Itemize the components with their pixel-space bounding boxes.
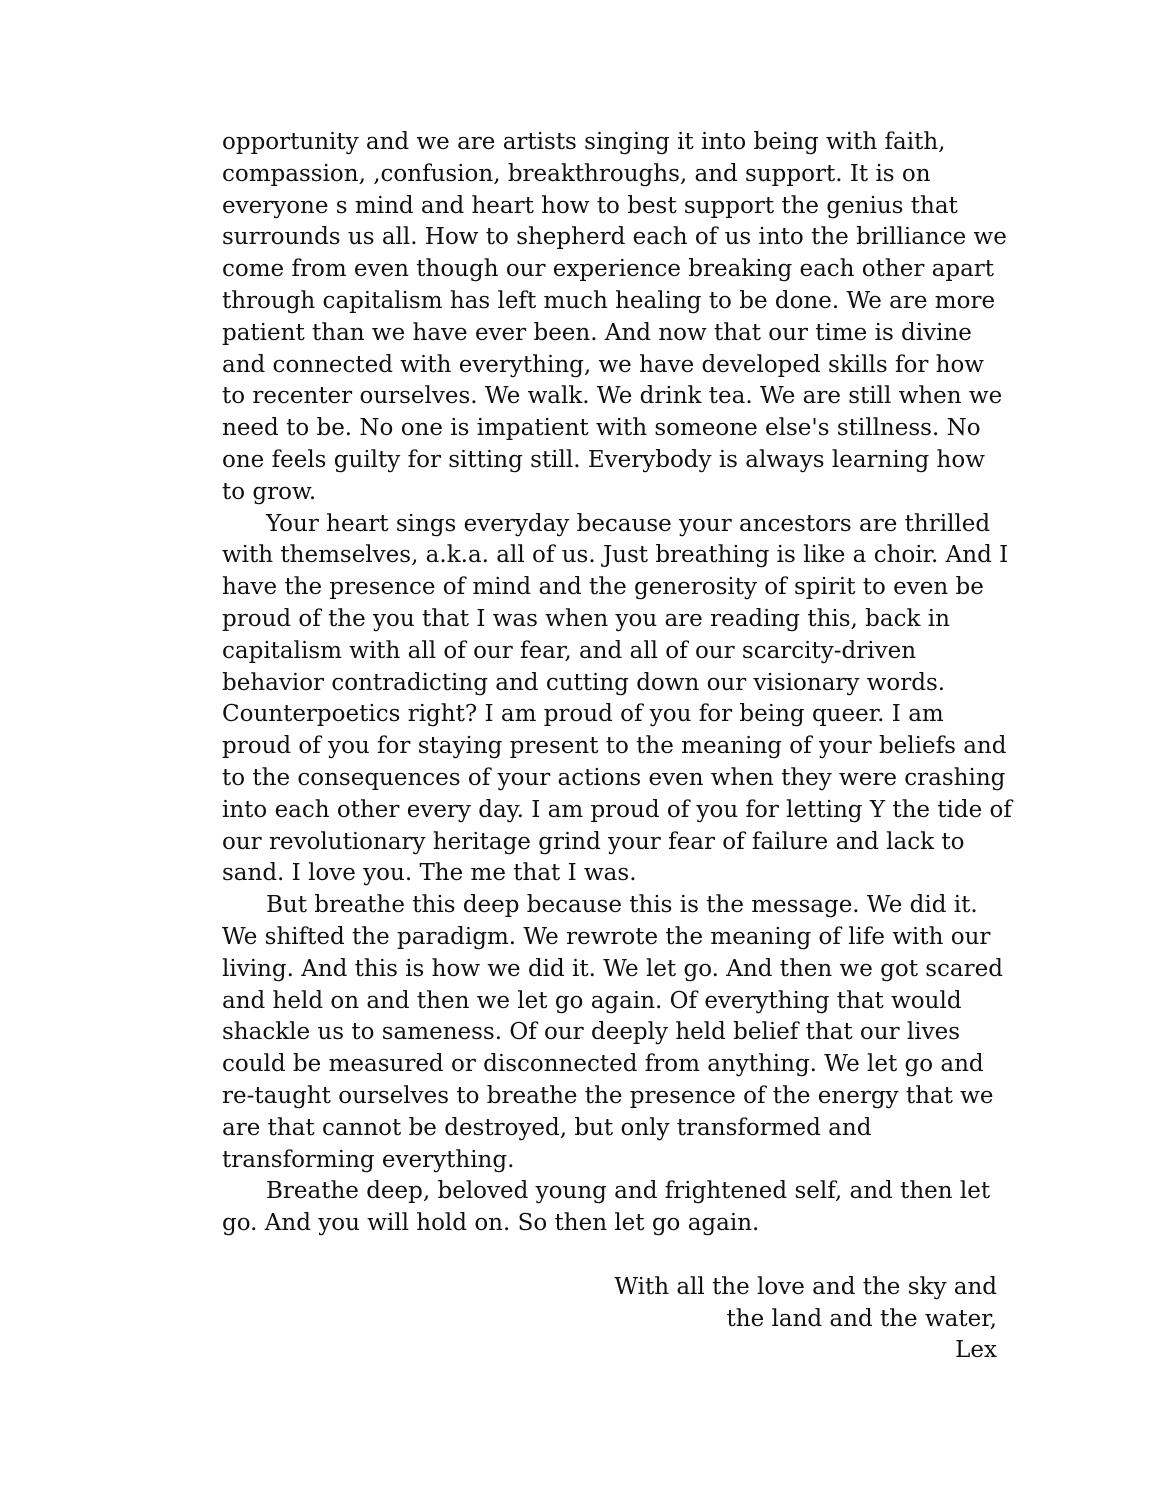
paragraph-3: But breathe this deep because this is the message. We did it. We shifted the paradigm. We rewrote the meaning of life with our living. And this is how we did it. We let go. And then we got scared and held on and then we let go again. Of everything that would shackle us to sameness. Of our deeply held belief that our lives could be measured or disconnected from anything. We let go and re-taught ourselves to breathe the presence of the energy that we are that cannot be destroyed, but only transformed and transforming everything. xyxy=(222,892,1003,1173)
paragraph-4: Breathe deep, beloved young and frightened self, and then let go. And you will hold on. So then let go again. xyxy=(222,1178,991,1237)
paragraph-2: Your heart sings everyday because your ancestors are thrilled with themselves, a.k.a. all of us. Just breathing is like a choir. And I have the presence of mind and the generosity of spirit to even be proud of the you that I was when you are reading this, back in capitalism with all of our fear, and all of our scarcity-driven behavior contradicting and cutting down our visionary words. Counterpoetics right? I am proud of you for being queer. I am proud of you for staying present to the meaning of your beliefs and to the consequences of your actions even when they were crashing into each other every day. I am proud of you for letting Y the tide of our revolutionary heritage grind your fear of failure and lack to sand. I love you. The me that I was. xyxy=(222,510,1012,887)
letter-body xyxy=(222,127,1012,1367)
paragraph-1: opportunity and we are artists singing it into being with faith, compassion, ,confusion, breakthroughs, and support. It is on everyone s mind and heart how to best support the genius that surrounds us all. How to shepherd each of us into the brilliance we come from even though our experience breaking each other apart through capitalism has left much healing to be done. We are more patient than we have ever been. And now that our time is divine and connected with everything, we have developed skills for how to recenter ourselves. We walk. We drink tea. We are still when we need to be. No one is impatient with someone else's stillness. No one feels guilty for sitting still. Everybody is always learning how to grow. xyxy=(222,129,1007,505)
signature: Lex xyxy=(955,1337,997,1364)
closing-line-1: With all the love and the sky and xyxy=(614,1273,997,1300)
closing-line-2: the land and the water, xyxy=(726,1305,997,1332)
letter-closing xyxy=(222,1272,997,1367)
